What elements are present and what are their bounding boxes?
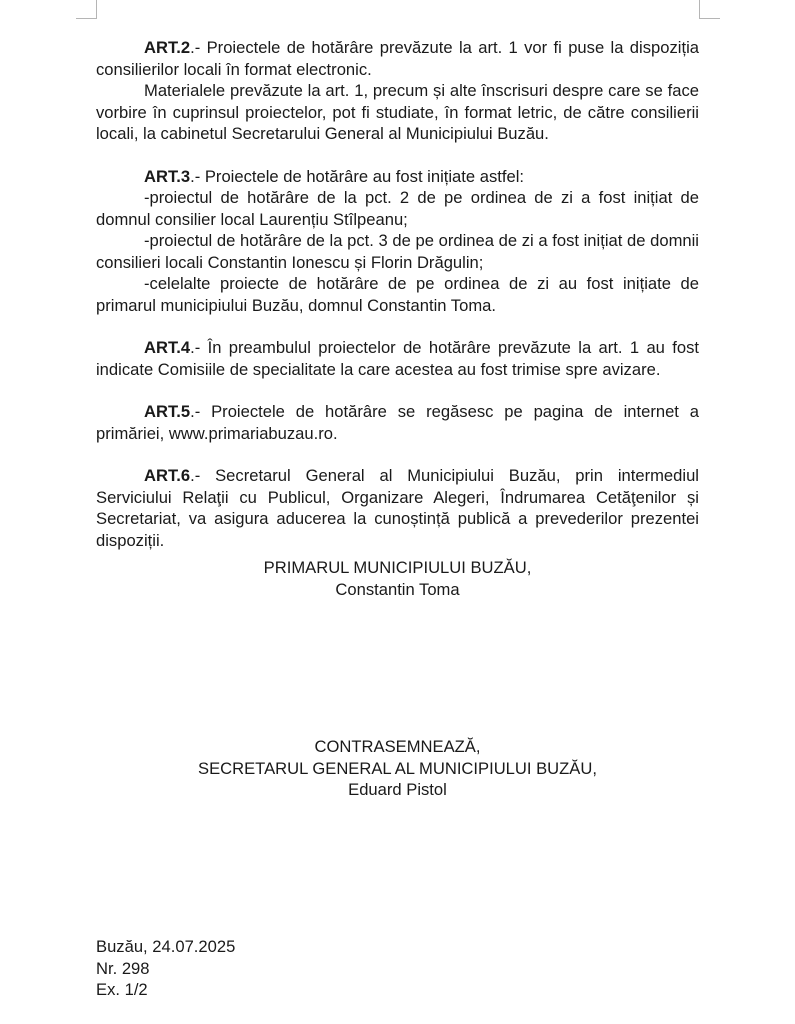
article-2 [96,37,699,80]
article-2-label: ART.2 [144,38,191,57]
secretary-title: SECRETARUL GENERAL AL MUNICIPIULUI BUZĂU, [198,758,597,778]
article-6 [96,465,699,551]
document-number: Nr. 298 [96,958,150,978]
page-corner-mark-right [699,0,720,19]
mayor-name: Constantin Toma [335,579,460,599]
article-2-paragraph-2: Materialele prevăzute la art. 1, precum și alte înscrisuri despre care se face vorbire în cuprinsul proiectelor, pot fi studiate, în format letric, de către consilierii locali, la cabinetul Secretarului General al Municipiului Buzău. [96,81,699,143]
document-footer [96,936,235,1001]
article-2-text: .- Proiectele de hotărâre prevăzute la art. 1 vor fi puse la dispoziția consilierilor locali în format electronic. [96,38,699,79]
copy-number: Ex. 1/2 [96,980,148,999]
article-3-item-2: -proiectul de hotărâre de la pct. 3 de pe ordinea de zi a fost inițiat de domnii consilieri locali Constantin Ionescu și Florin Drăgulin; [96,231,699,272]
article-4-text: .- În preambulul proiectelor de hotărâre prevăzute la art. 1 au fost indicate Comisiile de specialitate la care acestea au fost trimise spre avizare. [96,338,699,379]
article-4 [96,337,699,380]
countersign-label: CONTRASEMNEAZĂ, [314,737,481,756]
document-body [96,37,699,551]
secretary-name: Eduard Pistol [348,780,447,799]
article-6-label: ART.6 [144,466,191,485]
article-3-item-1: -proiectul de hotărâre de la pct. 2 de pe ordinea de zi a fost inițiat de domnul consilier local Laurențiu Stîlpeanu; [96,188,699,229]
place-date: Buzău, 24.07.2025 [96,937,236,956]
article-3-label: ART.3 [144,166,191,186]
article-5-text: .- Proiectele de hotărâre se regăsesc pe pagina de internet a primăriei, www.primariabuzau.ro. [96,402,699,443]
article-3-text: .- Proiectele de hotărâre au fost inițiate astfel: [190,166,525,186]
article-4-label: ART.4 [144,338,191,357]
article-5-label: ART.5 [144,402,191,421]
article-6-text: .- Secretarul General al Municipiului Buzău, prin intermediul Serviciului Relaţii cu Publicul, Organizare Alegeri, Îndrumarea Cetăţenilor și Secretariat, va asigura aducerea la cunoștință publică a prevederilor prezentei dispoziții. [96,466,699,550]
article-3 [96,166,699,188]
secretary-signature-block [96,736,699,801]
article-3-item-3: -celelalte proiecte de hotărâre de pe ordinea de zi au fost inițiate de primarul municipiului Buzău, domnul Constantin Toma. [96,274,699,315]
page-corner-mark-left [76,0,97,19]
article-5 [96,401,699,444]
mayor-signature-block [96,557,699,600]
mayor-title: PRIMARUL MUNICIPIULUI BUZĂU, [263,558,532,577]
